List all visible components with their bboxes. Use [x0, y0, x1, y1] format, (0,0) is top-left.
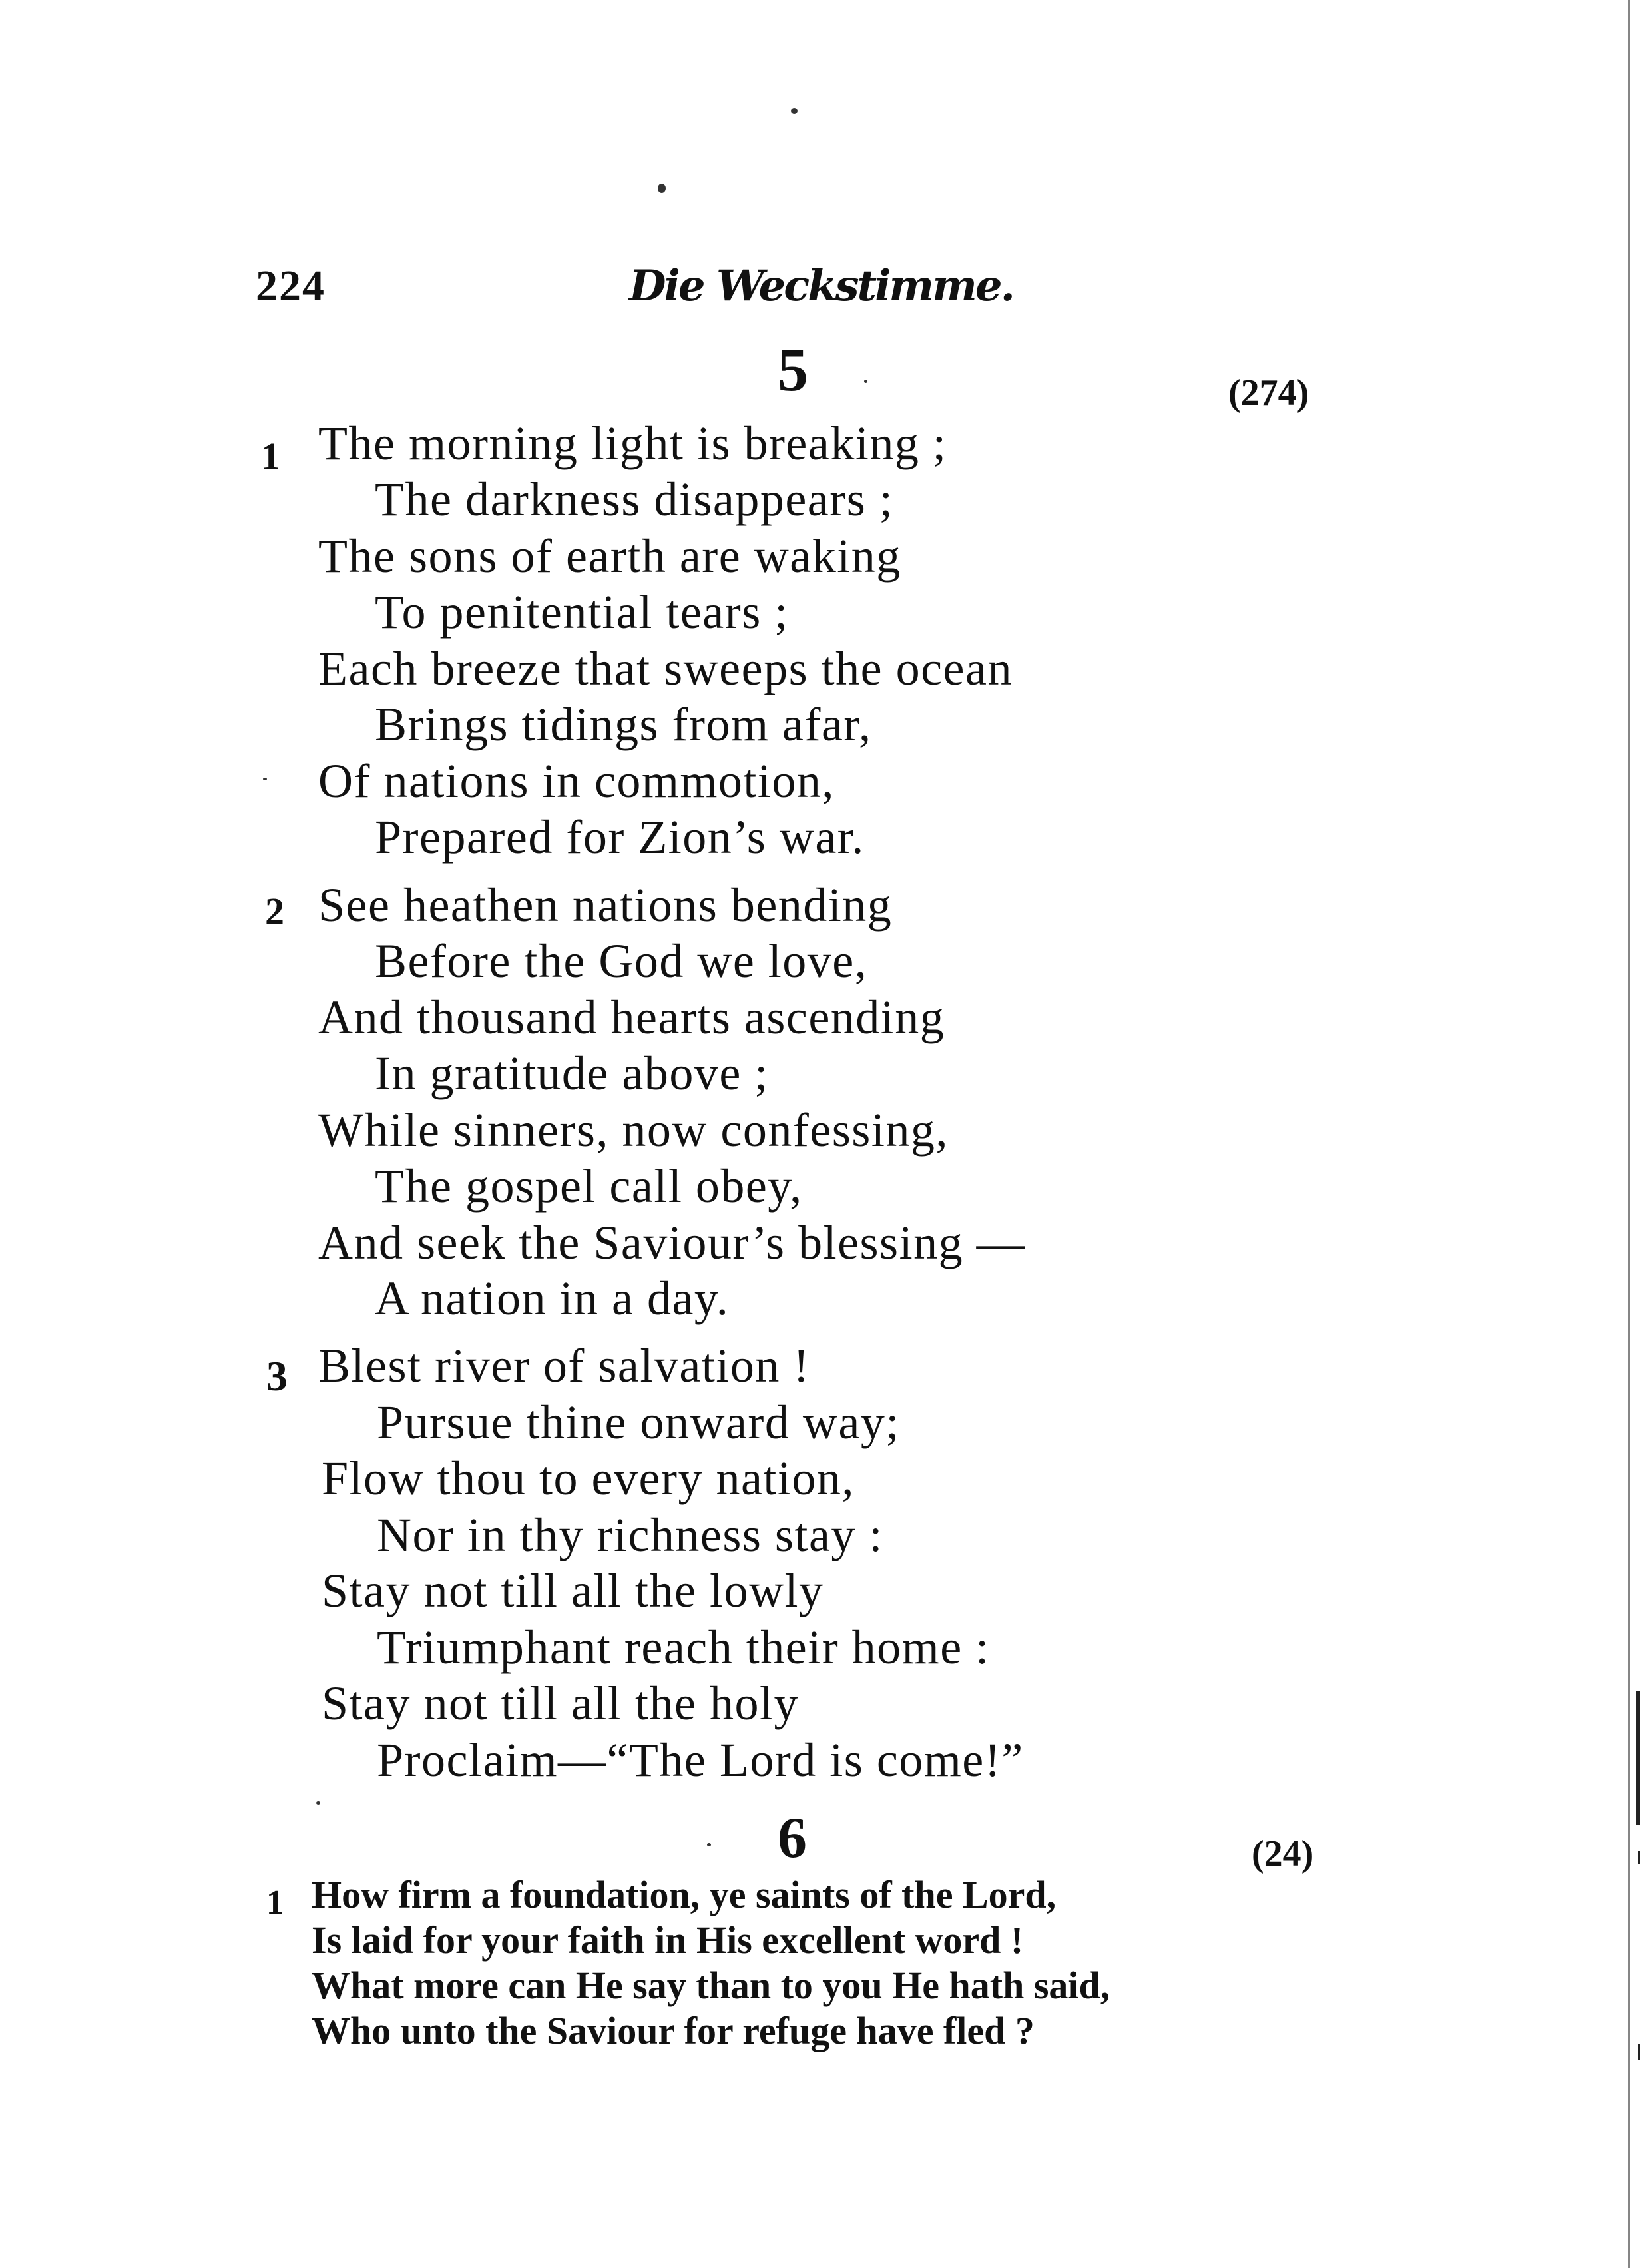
verse-line: Stay not till all the lowly	[322, 1564, 824, 1617]
verse-line: In gratitude above ;	[375, 1047, 769, 1100]
verse-line: The gospel call obey,	[375, 1159, 803, 1213]
page-edge-mark	[1636, 1691, 1640, 1825]
page-number: 224	[256, 262, 326, 310]
verse-number: 3	[266, 1352, 288, 1400]
hymn-number: 5	[778, 336, 808, 404]
verse-line: Nor in thy richness stay :	[377, 1508, 883, 1561]
verse-line: How firm a foundation, ye saints of the Lord,	[312, 1873, 1057, 1916]
scan-speck	[791, 108, 798, 114]
page-edge-mark	[1638, 2044, 1640, 2060]
verse-line: While sinners, now confessing,	[318, 1103, 949, 1157]
verse-line: And seek the Saviour’s blessing —	[318, 1216, 1026, 1269]
scan-speck	[864, 380, 867, 383]
verse-number: 1	[261, 435, 280, 478]
verse-line: Flow thou to every nation,	[322, 1452, 855, 1505]
scan-speck	[707, 1843, 711, 1846]
running-title: Die Weckstimme.	[629, 261, 1013, 311]
verse-line: What more can He say than to you He hath said,	[312, 1964, 1110, 2007]
scan-speck	[658, 184, 666, 193]
verse-line: Blest river of salvation !	[318, 1339, 810, 1392]
verse-number: 1	[266, 1884, 284, 1922]
verse-number: 2	[265, 890, 284, 933]
verse-line: Pursue thine onward way;	[377, 1396, 900, 1449]
hymn-number: 6	[778, 1806, 807, 1870]
verse-line: Of nations in commotion,	[318, 754, 835, 808]
scan-speck	[316, 1801, 320, 1805]
scan-speck	[263, 778, 267, 780]
verse-line: Each breeze that sweeps the ocean	[318, 642, 1013, 695]
verse-line: Stay not till all the holy	[322, 1677, 799, 1730]
verse-line: Triumphant reach their home :	[377, 1621, 990, 1674]
verse-line: A nation in a day.	[375, 1272, 730, 1325]
tune-reference: (274)	[1228, 372, 1309, 414]
verse-line: Is laid for your faith in His excellent word !	[312, 1918, 1024, 1962]
verse-line: Brings tidings from afar,	[375, 698, 872, 751]
verse-line: The sons of earth are waking	[318, 529, 901, 583]
verse-line: The morning light is breaking ;	[318, 417, 947, 470]
page-edge-line	[1628, 0, 1630, 2268]
verse-line: Before the God we love,	[375, 934, 868, 988]
verse-line: Prepared for Zion’s war.	[375, 810, 865, 864]
verse-line: And thousand hearts ascending	[318, 991, 945, 1044]
verse-line: See heathen nations bending	[318, 878, 893, 932]
verse-line: The darkness disappears ;	[375, 473, 894, 526]
verse-line: Who unto the Saviour for refuge have fled ?	[312, 2009, 1035, 2052]
verse-line: To penitential tears ;	[375, 585, 789, 639]
tune-reference: (24)	[1252, 1833, 1314, 1874]
page-edge-mark	[1638, 1851, 1640, 1864]
verse-line: Proclaim—“The Lord is come!”	[377, 1733, 1024, 1787]
